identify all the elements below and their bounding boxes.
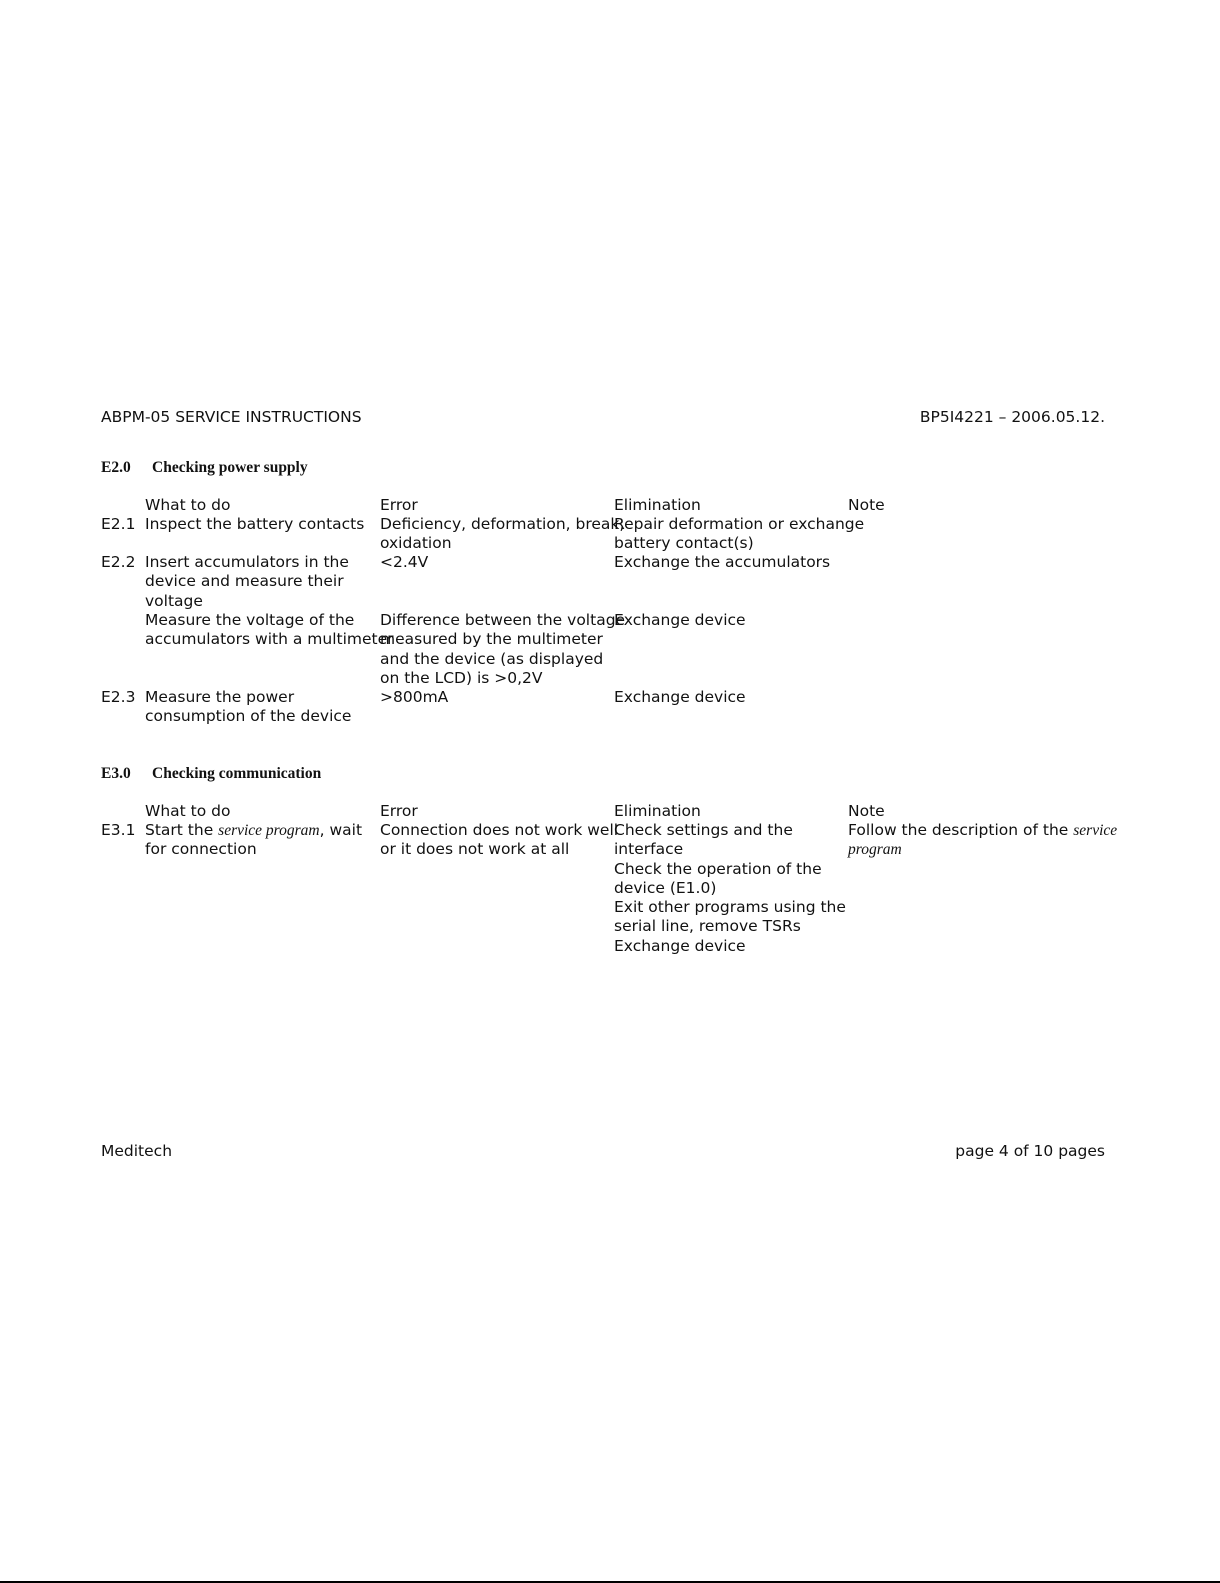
cell-note	[848, 821, 1118, 860]
cell-line: device (E1.0)	[614, 878, 717, 897]
cell-line: measured by the multimeter	[380, 630, 603, 649]
cell-line: <2.4V	[380, 553, 429, 571]
header-title: ABPM-05 SERVICE INSTRUCTIONS	[101, 408, 362, 426]
cell-line: for connection	[145, 840, 257, 859]
cell-line: Repair deformation or exchange	[614, 515, 865, 533]
cell-line: Check the operation of the	[614, 859, 822, 878]
program-italic: program	[848, 841, 902, 859]
cell-line: Difference between the voltage	[380, 611, 626, 629]
cell-line: Measure the voltage of the	[145, 611, 355, 629]
header-doc-id: BP5I4221 – 2006.05.12.	[919, 408, 1105, 426]
cell-text: Start the	[145, 821, 219, 839]
cell-elimination	[614, 515, 865, 554]
column-header-what-to-do: What to do	[145, 496, 231, 514]
column-header-note: Note	[848, 496, 885, 514]
footer-page-number: page 4 of 10 pages	[955, 1142, 1105, 1160]
cell-line: Exit other programs using the	[614, 898, 846, 917]
cell-line: Exchange device	[614, 936, 746, 955]
cell-line: Insert accumulators in the	[145, 553, 349, 571]
cell-line	[848, 821, 1118, 840]
cell-elimination	[614, 821, 844, 956]
cell-line: Exchange device	[614, 611, 746, 629]
cell-error	[380, 688, 610, 707]
cell-line: device and measure their	[145, 572, 344, 591]
cell-line: Exchange device	[614, 688, 746, 706]
cell-line: voltage	[145, 591, 203, 610]
cell-error	[380, 821, 619, 860]
footer-company: Meditech	[101, 1142, 173, 1160]
cell-line: or it does not work at all	[380, 840, 570, 859]
row-id: E2.1	[101, 515, 136, 533]
row-id: E3.1	[101, 821, 136, 839]
column-header-note: Note	[848, 802, 885, 820]
section-number: E3.0	[101, 765, 131, 782]
cell-line: interface	[614, 840, 684, 859]
row-id: E2.3	[101, 688, 136, 706]
section-title-power-supply	[101, 458, 308, 477]
cell-elimination	[614, 611, 844, 630]
cell-line: battery contact(s)	[614, 534, 754, 553]
cell-line: Exchange the accumulators	[614, 553, 831, 571]
row-id: E2.2	[101, 553, 136, 571]
cell-line: on the LCD) is >0,2V	[380, 668, 543, 687]
section-title-text: Checking power supply	[152, 459, 308, 476]
column-header-elimination: Elimination	[614, 802, 701, 820]
cell-what-to-do	[145, 515, 375, 534]
cell-line: Deficiency, deformation, break,	[380, 515, 625, 533]
cell-what-to-do	[145, 553, 375, 611]
cell-line: oxidation	[380, 534, 452, 553]
cell-line: Check settings and the	[614, 821, 793, 839]
cell-line	[145, 821, 375, 840]
column-header-error: Error	[380, 496, 418, 514]
cell-line: Inspect the battery contacts	[145, 515, 365, 533]
column-header-error: Error	[380, 802, 418, 820]
section-title-communication	[101, 764, 321, 783]
cell-line: serial line, remove TSRs	[614, 917, 801, 936]
cell-text: , wait	[319, 821, 363, 839]
cell-elimination	[614, 553, 844, 572]
service-program-italic: service program	[218, 822, 320, 839]
cell-error	[380, 553, 610, 572]
cell-what-to-do	[145, 611, 394, 650]
cell-line: accumulators with a multimeter	[145, 630, 394, 649]
column-header-elimination: Elimination	[614, 496, 701, 514]
cell-elimination	[614, 688, 844, 707]
section-number: E2.0	[101, 459, 131, 476]
cell-error	[380, 515, 625, 554]
cell-line: >800mA	[380, 688, 449, 706]
cell-line: Measure the power	[145, 688, 295, 706]
cell-error	[380, 611, 626, 688]
cell-line: Connection does not work well	[380, 821, 619, 839]
service-italic: service	[1073, 822, 1118, 839]
cell-what-to-do	[145, 688, 375, 727]
cell-text: Follow the description of the	[848, 821, 1074, 839]
section-title-text: Checking communication	[152, 765, 322, 782]
cell-line: consumption of the device	[145, 707, 352, 726]
cell-what-to-do	[145, 821, 375, 860]
cell-line: and the device (as displayed	[380, 649, 604, 668]
column-header-what-to-do: What to do	[145, 802, 231, 820]
